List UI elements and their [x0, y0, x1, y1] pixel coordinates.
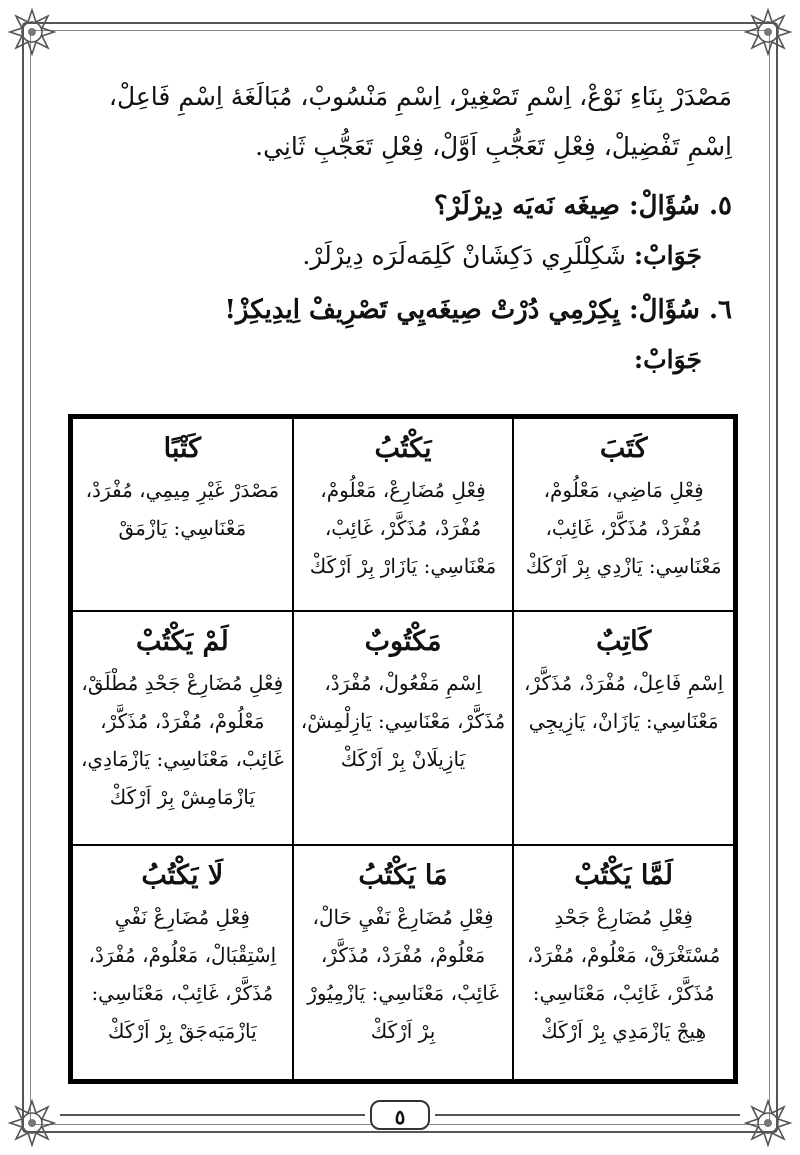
question-6	[70, 290, 732, 330]
intro-paragraph: مَصْدَرْ بِنَاءِ نَوْعْ، اِسْمِ تَصْغِيرْ، اِسْمِ مَنْسُوبْ، مُبَالَغَهٔ اِسْمِ فَاعِلْ، اِسْمِ تَفْضِيلْ، فِعْلِ تَعَجُّبِ اَوَّلْ، فِعْلِ تَعَجُّبِ ثَانِي.	[108, 82, 732, 161]
cell-title: لَمْ يَكْتُبْ	[136, 625, 229, 657]
cell-body: فِعْلِ مُضَارِعْ جَحْدِ مُطْلَقْ، مَعْلُومْ، مُفْرَدْ، مُذَكَّرْ، غَائِبْ، مَعْنَاسِي: يَازْمَادِي، يَازْمَامِشْ بِرْ اَرْكَكْ	[80, 670, 284, 809]
corner-ornament-icon	[6, 1097, 58, 1149]
cell-body: فِعْلِ مُضَارِعْ نَفْيِ حَالْ، مَعْلُومْ، مُفْرَدْ، مُذَكَّرْ، غَائِبْ، مَعْنَاسِي: يَازْمِيُورْ بِرْ اَرْكَكْ	[307, 905, 499, 1044]
cell-body: فِعْلِ مُضَارِعْ جَحْدِ مُسْتَغْرَقْ، مَعْلُومْ، مُفْرَدْ، مُذَكَّرْ، غَائِبْ، مَعْنَاسِي: هِيجْ يَازْمَدِي بِرْ اَرْكَكْ	[527, 905, 721, 1044]
answer-5	[70, 236, 702, 276]
answer-label: جَوَابْ:	[633, 241, 702, 270]
table-cell	[72, 845, 293, 1080]
table-cell	[513, 611, 734, 846]
footer-rule-left	[60, 1114, 365, 1116]
table-cell	[513, 845, 734, 1080]
cell-body: مَصْدَرْ غَيْرِ مِيمِي، مُفْرَدْ، مَعْنَاسِي: يَازْمَقْ	[85, 478, 280, 540]
answer-label: جَوَابْ:	[633, 345, 702, 374]
page-number: ٥	[370, 1100, 430, 1130]
answer-6	[70, 340, 702, 380]
answer-text: شَكِلْلَرِي دَكِشَانْ كَلِمَه‌لَرَه دِيرْلَرْ.	[302, 241, 626, 270]
cell-title: يَكْتُبُ	[374, 433, 432, 464]
table-row	[72, 418, 734, 611]
cell-title: لَمَّا يَكْتُبْ	[574, 860, 673, 892]
question-text: يِكِرْمِي دُرْتْ صِيغَه‌يِي تَصْرِيفْ اِيدِيكِزْ!	[224, 295, 620, 325]
corner-ornament-icon	[742, 6, 794, 58]
corner-ornament-icon	[742, 1097, 794, 1149]
cell-title: مَكْتُوبٌ	[364, 625, 442, 657]
question-number: ٦.	[708, 295, 732, 325]
table-cell	[72, 418, 293, 611]
question-label: سُؤَالْ:	[628, 295, 700, 325]
conjugation-table	[68, 414, 738, 1084]
table-cell	[293, 611, 514, 846]
cell-body: فِعْلِ مَاضِي، مَعْلُومْ، مُفْرَدْ، مُذَكَّرْ، غَائِبْ، مَعْنَاسِي: يَازْدِي بِرْ اَرْكَكْ	[525, 478, 722, 578]
cell-title: كَاتِبٌ	[596, 625, 652, 657]
question-5	[70, 186, 732, 226]
page-content	[70, 72, 732, 380]
cell-body: اِسْمِ مَفْعُولْ، مُفْرَدْ، مُذَكَّرْ، مَعْنَاسِي: يَازِلْمِشْ، يَازِيلَانْ بِرْ اَرْكَكْ	[300, 670, 506, 771]
cell-body: فِعْلِ مُضَارِعْ، مَعْلُومْ، مُفْرَدْ، مُذَكَّرْ، غَائِبْ، مَعْنَاسِي: يَازَارْ بِرْ اَرْكَكْ	[309, 478, 497, 578]
table-cell	[72, 611, 293, 846]
table-cell	[293, 845, 514, 1080]
cell-title: كَتَبَ	[599, 433, 648, 464]
table-row	[72, 611, 734, 846]
question-text: صِيغَه نَه‌يَه دِيرْلَرْ؟	[433, 191, 620, 221]
table-row	[72, 845, 734, 1080]
footer-rule-right	[435, 1114, 740, 1116]
cell-title: لَا يَكْتُبُ	[141, 860, 224, 892]
cell-title: كَتْبًا	[163, 433, 202, 464]
cell-body: اِسْمِ فَاعِلْ، مُفْرَدْ، مُذَكَّرْ، مَعْنَاسِي: يَازَانْ، يَازِيجِي	[524, 670, 724, 733]
cell-body: فِعْلِ مُضَارِعْ نَفْيِ اِسْتِقْبَالْ، مَعْلُومْ، مُفْرَدْ، مُذَكَّرْ، غَائِبْ، مَعْنَاسِي: يَازْمَيَه‌جَقْ بِرْ اَرْكَكْ	[88, 905, 277, 1044]
question-label: سُؤَالْ:	[628, 191, 700, 221]
question-number: ٥.	[708, 191, 732, 221]
cell-title: مَا يَكْتُبُ	[358, 860, 448, 892]
corner-ornament-icon	[6, 6, 58, 58]
table-cell	[513, 418, 734, 611]
table-cell	[293, 418, 514, 611]
